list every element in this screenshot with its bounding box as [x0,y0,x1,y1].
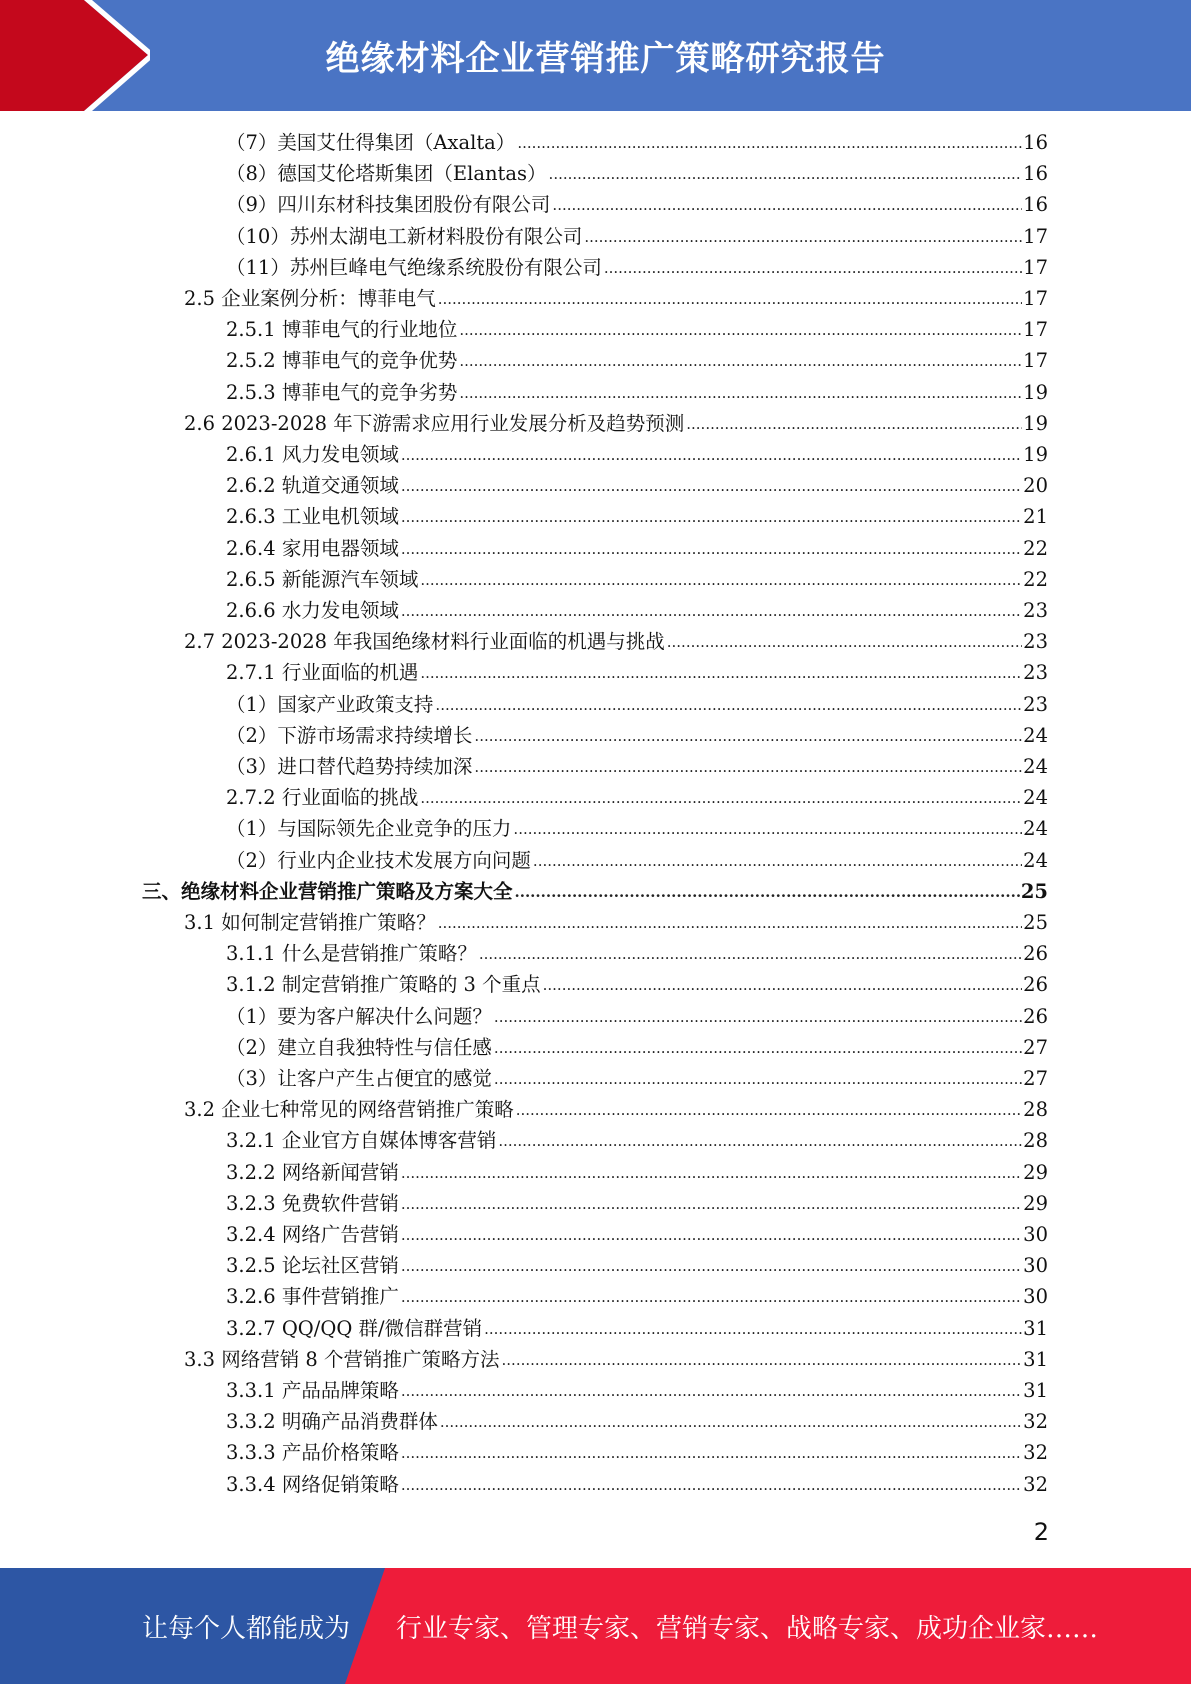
toc-entry-title: 2.5.3 博菲电气的竞争劣势 [226,380,458,404]
toc-entry-page: 26 [1023,942,1048,966]
toc-entry-title: （11）苏州巨峰电气绝缘系统股份有限公司 [226,255,602,279]
toc-dot-leader [549,159,1023,189]
toc-dot-leader [494,1064,1022,1094]
toc-dot-leader [604,253,1022,283]
toc-entry[interactable] [226,315,1048,345]
toc-dot-leader [584,222,1022,252]
toc-entry-title: 3.2.6 事件营销推广 [226,1285,399,1309]
toc-entry-title: （1）要为客户解决什么问题？ [226,1004,492,1028]
toc-entry-title: 2.6.5 新能源汽车领域 [226,567,419,591]
toc-dot-leader [484,1314,1022,1344]
toc-entry[interactable] [226,1376,1048,1406]
toc-entry-page: 16 [1023,162,1048,186]
toc-dot-leader [420,658,1022,688]
toc-entry[interactable] [184,409,1048,439]
page-footer [0,1568,1191,1684]
toc-dot-leader [513,814,1022,844]
toc-entry-page: 17 [1023,318,1048,342]
toc-entry-page: 31 [1023,1316,1048,1340]
toc-entry-title: 2.7.2 行业面临的挑战 [226,786,419,810]
toc-entry-title: （2）行业内企业技术发展方向问题 [226,848,531,872]
toc-entry-title: 3.1 如何制定营销推广策略？ [184,911,436,934]
toc-dot-leader [435,690,1022,720]
toc-entry-page: 28 [1023,1098,1048,1122]
toc-dot-leader [401,596,1022,626]
toc-entry[interactable] [226,1033,1048,1063]
toc-entry-page: 20 [1023,474,1048,498]
toc-entry[interactable] [226,346,1048,376]
toc-entry-title: 2.5 企业案例分析：博菲电气 [184,287,436,310]
toc-entry-page: 24 [1023,723,1048,747]
page-number: 2 [1033,1518,1049,1546]
toc-dot-leader [401,534,1022,564]
toc-entry[interactable] [226,1282,1048,1312]
toc-entry[interactable] [226,658,1048,688]
toc-dot-leader [401,1251,1022,1281]
toc-entry-page: 32 [1023,1410,1048,1434]
toc-entry[interactable] [226,440,1048,470]
toc-dot-leader [552,190,1022,220]
toc-entry-page: 25 [1020,879,1048,903]
toc-entry-title: 3.2.3 免费软件营销 [226,1191,399,1215]
toc-dot-leader [401,1189,1022,1219]
toc-entry[interactable] [184,1345,1048,1375]
toc-dot-leader [438,908,1022,938]
toc-entry-page: 16 [1023,131,1048,154]
toc-entry[interactable] [226,1002,1048,1032]
toc-entry-title: （9）四川东材科技集团股份有限公司 [226,193,551,217]
toc-entry-page: 16 [1023,193,1048,217]
toc-entry-title: 3.3.1 产品品牌策略 [226,1379,399,1402]
toc-entry[interactable] [226,1470,1048,1500]
toc-entry-page: 22 [1023,567,1048,591]
toc-entry-title: 2.7 2023-2028 年我国绝缘材料行业面临的机遇与挑战 [184,630,665,654]
toc-entry-title: 2.6.2 轨道交通领域 [226,474,399,498]
toc-entry[interactable] [226,939,1048,969]
toc-entry-page: 28 [1023,1129,1048,1153]
toc-entry[interactable] [226,378,1048,408]
toc-entry-page: 23 [1023,692,1048,716]
toc-entry[interactable] [226,159,1048,189]
toc-entry-title: 3.3.2 明确产品消费群体 [226,1410,438,1434]
toc-entry[interactable] [226,471,1048,501]
toc-entry[interactable] [226,1438,1048,1468]
toc-entry[interactable] [184,627,1048,657]
toc-dot-leader [401,1438,1022,1468]
toc-dot-leader [533,846,1022,876]
toc-entry[interactable] [226,783,1048,813]
toc-entry-page: 19 [1023,380,1048,404]
toc-entry-title: （1）与国际领先企业竞争的压力 [226,817,512,841]
toc-entry-title: 3.2.5 论坛社区营销 [226,1254,399,1278]
toc-entry-page: 30 [1023,1254,1048,1278]
toc-entry-title: 三、绝缘材料企业营销推广策略及方案大全 [142,879,513,903]
toc-entry-page: 27 [1023,1035,1048,1059]
toc-entry-page: 32 [1023,1472,1048,1496]
toc-entry[interactable] [184,284,1048,314]
toc-entry-title: 3.1.1 什么是营销推广策略？ [226,942,477,966]
toc-entry-page: 22 [1023,536,1048,560]
toc-entry[interactable] [226,970,1048,1000]
toc-entry[interactable] [226,502,1048,532]
toc-entry-title: 3.2.4 网络广告营销 [226,1223,399,1246]
toc-dot-leader [543,970,1023,1000]
toc-entry-title: 3.1.2 制定营销推广策略的 3 个重点 [226,973,541,997]
toc-entry[interactable] [226,846,1048,876]
toc-dot-leader [459,378,1022,408]
toc-dot-leader [438,284,1022,314]
toc-entry-page: 27 [1023,1067,1048,1090]
toc-dot-leader [401,471,1022,501]
toc-entry[interactable] [184,1095,1048,1125]
footer-slogan-right: 行业专家、管理专家、营销专家、战略专家、成功企业家…… [396,1613,1099,1644]
toc-entry[interactable] [226,1064,1048,1094]
toc-entry[interactable] [226,1407,1048,1437]
toc-entry-page: 24 [1023,817,1048,841]
toc-dot-leader [420,783,1022,813]
toc-entry-page: 30 [1023,1223,1048,1246]
toc-dot-leader [686,409,1022,439]
toc-entry-title: （7）美国艾仕得集团（Axalta） [226,131,516,154]
toc-dot-leader [459,315,1022,345]
toc-entry-page: 17 [1023,224,1048,248]
toc-entry[interactable] [226,690,1048,720]
toc-entry-page: 17 [1023,287,1048,310]
toc-dot-leader [502,1345,1023,1375]
toc-dot-leader [401,440,1022,470]
toc-entry-title: 3.2.2 网络新闻营销 [226,1160,399,1184]
toc-entry[interactable] [226,534,1048,564]
toc-entry-title: 2.6.1 风力发电领域 [226,443,399,466]
toc-entry[interactable] [226,814,1048,844]
toc-entry-title: 2.6.3 工业电机领域 [226,505,399,529]
toc-dot-leader [494,1033,1022,1063]
toc-entry[interactable] [226,128,1048,158]
toc-entry-page: 31 [1023,1379,1048,1402]
toc-entry[interactable] [226,1314,1048,1344]
toc-entry-title: （3）让客户产生占便宜的感觉 [226,1067,492,1090]
toc-entry-page: 26 [1023,973,1048,997]
toc-entry-title: （1）国家产业政策支持 [226,692,434,716]
toc-entry-title: （2）下游市场需求持续增长 [226,723,473,747]
toc-dot-leader [494,1002,1022,1032]
toc-entry[interactable] [226,565,1048,595]
toc-dot-leader [479,939,1022,969]
toc-entry[interactable] [226,1251,1048,1281]
toc-entry-title: 2.5.1 博菲电气的行业地位 [226,318,458,342]
toc-entry[interactable] [226,253,1048,283]
toc-entry-title: （10）苏州太湖电工新材料股份有限公司 [226,224,583,248]
toc-entry-page: 29 [1023,1160,1048,1184]
toc-entry[interactable] [226,1220,1048,1250]
toc-entry[interactable] [226,596,1048,626]
toc-entry-title: 3.2.7 QQ/QQ 群/微信群营销 [226,1316,483,1340]
header-title: 绝缘材料企业营销推广策略研究报告 [325,39,886,79]
toc-dot-leader [401,1282,1022,1312]
toc-entry-title: 2.6.6 水力发电领域 [226,599,399,622]
toc-entry-title: 3.2 企业七种常见的网络营销推广策略 [184,1098,514,1122]
toc-entry-page: 24 [1023,786,1048,810]
toc-entry-page: 26 [1023,1004,1048,1028]
toc-entry-title: 2.6 2023-2028 年下游需求应用行业发展分析及趋势预测 [184,411,685,435]
toc-dot-leader [401,1220,1022,1250]
toc-entry-page: 21 [1023,505,1048,529]
toc-dot-leader [459,346,1022,376]
toc-entry-page: 19 [1023,443,1048,466]
toc-entry-page: 24 [1023,848,1048,872]
toc-entry-title: 3.3 网络营销 8 个营销推广策略方法 [184,1347,500,1371]
footer-slogan-left: 让每个人都能成为 [142,1613,351,1644]
toc-entry[interactable] [226,721,1048,751]
toc-entry-title: 3.2.1 企业官方自媒体博客营销 [226,1129,497,1153]
toc-entry-page: 31 [1023,1347,1048,1371]
toc-entry[interactable] [184,908,1048,938]
toc-dot-leader [517,128,1022,158]
toc-dot-leader [474,752,1022,782]
toc-entry-page: 30 [1023,1285,1048,1309]
toc-entry-page: 32 [1023,1441,1048,1465]
toc-dot-leader [420,565,1022,595]
toc-entry[interactable] [226,1189,1048,1219]
toc-entry-page: 17 [1023,255,1048,279]
toc-dot-leader [401,1158,1022,1188]
toc-dot-leader [667,627,1022,657]
toc-dot-leader [516,1095,1022,1125]
toc-dot-leader [474,721,1022,751]
toc-entry-page: 17 [1023,349,1048,373]
toc-dot-leader [401,1376,1022,1406]
toc-dot-leader [515,877,1020,907]
toc-entry-page: 23 [1023,661,1048,685]
toc-dot-leader [401,1470,1022,1500]
page-header [0,0,1191,111]
toc-entry[interactable] [226,222,1048,252]
toc-entry-page: 29 [1023,1191,1048,1215]
toc-entry[interactable] [226,1126,1048,1156]
toc-entry-title: （8）德国艾伦塔斯集团（Elantas） [226,162,547,186]
toc-entry-title: 2.5.2 博菲电气的竞争优势 [226,349,458,373]
toc-entry-page: 25 [1023,911,1048,934]
toc-entry-page: 19 [1023,411,1048,435]
toc-entry-title: （2）建立自我独特性与信任感 [226,1035,492,1059]
toc-entry[interactable] [226,1158,1048,1188]
toc-entry-title: 2.7.1 行业面临的机遇 [226,661,419,685]
toc-entry-title: （3）进口替代趋势持续加深 [226,755,473,778]
toc-entry-title: 3.3.3 产品价格策略 [226,1441,399,1465]
toc-entry-page: 23 [1023,630,1048,654]
toc-entry[interactable] [142,877,1048,907]
toc-entry-title: 2.6.4 家用电器领域 [226,536,399,560]
toc-entry-page: 23 [1023,599,1048,622]
toc-entry-page: 24 [1023,755,1048,778]
toc-entry[interactable] [226,190,1048,220]
toc-entry-title: 3.3.4 网络促销策略 [226,1472,399,1496]
toc-dot-leader [401,502,1022,532]
toc-entry[interactable] [226,752,1048,782]
toc-dot-leader [440,1407,1022,1437]
toc-dot-leader [498,1126,1022,1156]
